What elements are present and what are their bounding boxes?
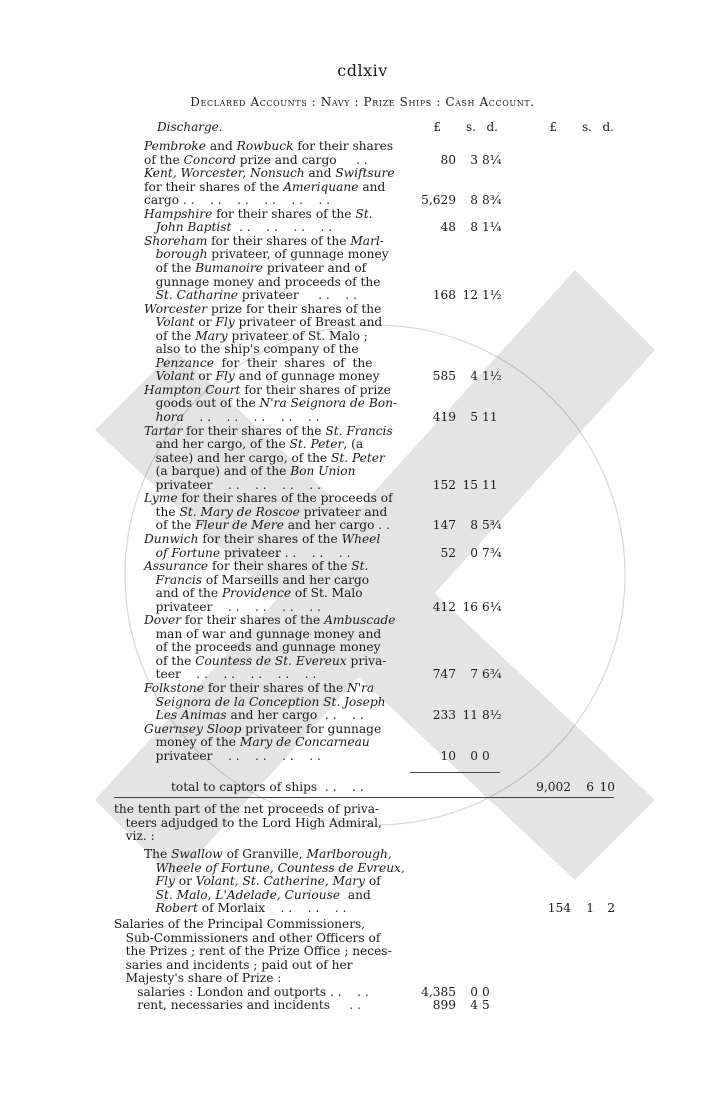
ledger-text: of the Bumanoire privateer and of [144, 261, 367, 275]
amount-pounds: 80 [440, 153, 456, 167]
ledger-text: privateer . . . . . . . . [144, 600, 321, 614]
amount-pounds: 747 [432, 667, 456, 681]
ledger-text: Robert of Morlaix . . . . . . [155, 901, 347, 915]
ledger-text: Seignora de la Conception St. Joseph [155, 695, 386, 709]
ledger-text: Lyme for their shares of the proceeds of [144, 491, 393, 505]
ledger-text: The Swallow of Granville, Marlborough, [144, 847, 392, 861]
amount-pence: 11 [482, 478, 498, 492]
ledger-text: borough privateer, of gunnage money [155, 247, 389, 261]
amount-pounds: 52 [440, 546, 456, 560]
amount-shillings-total: 6 [586, 780, 594, 794]
amount-pounds: 585 [432, 369, 456, 383]
ledger-text: Volant or Fly privateer of Breast and [155, 315, 383, 329]
amount-pence: 0 [482, 985, 490, 999]
ledger-text: teers adjudged to the Lord High Admiral, [114, 816, 382, 830]
amount-pounds-total: 9,002 [536, 780, 571, 794]
ledger-text: of the Countess de St. Evereux priva- [144, 654, 387, 668]
amount-shillings: 7 [470, 667, 478, 681]
ledger-text: viz. : [114, 829, 155, 843]
amount-shillings: 4 [470, 998, 478, 1012]
ledger-text: of the Fleur de Mere and her cargo . . [144, 518, 390, 532]
ledger-text: of the Mary privateer of St. Malo ; [144, 329, 368, 343]
amount-pence: 8½ [482, 708, 502, 722]
ledger-text: goods out of the N'ra Seignora de Bon- [144, 396, 398, 410]
amount-pounds-total: 154 [547, 901, 571, 915]
ledger-text: and her cargo, of the St. Peter, (a [144, 437, 364, 451]
ledger-text: total to captors of ships . . . . [171, 780, 364, 794]
ledger-text: Tartar for their shares of the St. Francis [144, 424, 393, 438]
amount-pence: 0 [482, 749, 490, 763]
amount-pence: 7¾ [482, 546, 502, 560]
col-pence-2: d. [602, 120, 614, 134]
column-header-row [0, 119, 725, 135]
amount-shillings: 3 [470, 153, 478, 167]
amount-pence-total: 10 [599, 780, 615, 794]
running-head: Declared Accounts : Navy : Prize Ships : Cash Account. [190, 95, 535, 109]
amount-pence: 6¼ [482, 600, 502, 614]
ledger-text: also to the ship's company of the [144, 342, 359, 356]
ledger-text: Hampton Court for their shares of prize [144, 383, 391, 397]
ledger-text: Worcester prize for their shares of the [144, 302, 382, 316]
ledger-text: cargo . . . . . . . . . . . . [144, 193, 331, 207]
total-captors-row [0, 779, 725, 795]
amount-shillings: 4 [470, 369, 478, 383]
ledger-text: Majesty's share of Prize : [114, 971, 282, 985]
ledger-text: Les Animas and her cargo . . . . [155, 708, 364, 722]
col-shillings-2: s. [582, 120, 592, 134]
amount-pence: 5 [482, 998, 490, 1012]
amount-pence-total: 2 [607, 901, 615, 915]
section-divider [114, 797, 614, 798]
col-pounds-1: £ [433, 120, 441, 134]
ledger-text: money of the Mary de Concarneau [144, 735, 370, 749]
ledger-text: (a barque) and of the Bon Union [144, 464, 356, 478]
subtotal-rule [410, 772, 500, 773]
ledger-text: of Fortune privateer . . . . . . [155, 546, 351, 560]
amount-pounds: 168 [432, 288, 456, 302]
ledger-text: Shoreham for their shares of the Marl- [144, 234, 384, 248]
amount-pence: 1¼ [482, 220, 502, 234]
amount-pence: 11 [482, 410, 498, 424]
amount-pounds: 899 [432, 998, 456, 1012]
ledger-text: Volant or Fly and of gunnage money [155, 369, 380, 383]
amount-shillings: 0 [470, 985, 478, 999]
ledger-text: gunnage money and proceeds of the [144, 275, 381, 289]
amount-pounds: 152 [432, 478, 456, 492]
amount-shillings: 15 [462, 478, 478, 492]
amount-pence: 1½ [482, 288, 502, 302]
ledger-text: privateer . . . . . . . . [144, 749, 321, 763]
amount-pounds: 147 [432, 518, 456, 532]
ledger-text: Francis of Marseills and her cargo [155, 573, 370, 587]
amount-pence: 1½ [482, 369, 502, 383]
ledger-text: Dover for their shares of the Ambuscade [144, 613, 396, 627]
amount-pounds: 48 [440, 220, 456, 234]
ledger-text: Dunwich for their shares of the Wheel [144, 532, 381, 546]
ledger-text: John Baptist . . . . . . . . [155, 220, 333, 234]
ledger-text: Sub-Commissioners and other Officers of [114, 931, 381, 945]
amount-pence: 8¼ [482, 153, 502, 167]
ledger-text: satee) and her cargo, of the St. Peter [144, 451, 385, 465]
ledger-text: and of the Providence of St. Malo [144, 586, 363, 600]
amount-pounds: 412 [432, 600, 456, 614]
col-pence-1: d. [486, 120, 498, 134]
ledger-text: of the Concord prize and cargo . . [144, 153, 368, 167]
amount-shillings: 8 [470, 220, 478, 234]
amount-shillings: 12 [462, 288, 478, 302]
amount-shillings: 0 [470, 749, 478, 763]
section-label: Discharge. [157, 120, 223, 134]
tenth-ship-row [0, 900, 725, 916]
ledger-text: Salaries of the Principal Commissioners, [114, 917, 366, 931]
ledger-text: teer . . . . . . . . . . [144, 667, 317, 681]
col-shillings-1: s. [466, 120, 476, 134]
amount-pounds: 419 [432, 410, 456, 424]
ledger-text: Kent, Worcester, Nonsuch and Swiftsure [144, 166, 395, 180]
ledger-text: Guernsey Sloop privateer for gunnage [144, 722, 382, 736]
ledger-text: man of war and gunnage money and [144, 627, 382, 641]
ledger-text: Assurance for their shares of the St. [144, 559, 369, 573]
amount-shillings: 16 [462, 600, 478, 614]
amount-shillings: 5 [470, 410, 478, 424]
ledger-text: the Prizes ; rent of the Prize Office ; neces- [114, 944, 392, 958]
amount-shillings: 0 [470, 546, 478, 560]
ledger-text: privateer . . . . . . . . [144, 478, 321, 492]
tenth-part-row [0, 828, 725, 844]
ledger-text: of the proceeds and gunnage money [144, 640, 381, 654]
amount-pounds: 10 [440, 749, 456, 763]
ledger-text: saries and incidents ; paid out of her [114, 958, 353, 972]
amount-pounds: 4,385 [421, 985, 456, 999]
ledger-text: the tenth part of the net proceeds of priva- [114, 802, 380, 816]
amount-pounds: 5,629 [421, 193, 456, 207]
amount-shillings: 8 [470, 518, 478, 532]
col-pounds-2: £ [549, 120, 557, 134]
page-number: cdlxiv [337, 61, 388, 80]
ledger-text: Hampshire for their shares of the St. [144, 207, 373, 221]
ledger-text: salaries : London and outports . . . . [114, 985, 369, 999]
ledger-text: Fly or Volant, St. Catherine, Mary of [155, 874, 381, 888]
ledger-text: for their shares of the Ameriquane and [144, 180, 386, 194]
amount-pence: 8¾ [482, 193, 502, 207]
amount-shillings: 8 [470, 193, 478, 207]
ledger-text: Folkstone for their shares of the N'ra [144, 681, 375, 695]
amount-shillings: 11 [462, 708, 478, 722]
ledger-text: St. Catharine privateer . . . . [155, 288, 357, 302]
amount-pence: 5¾ [482, 518, 502, 532]
ledger-text: St. Malo, L'Adelade, Curiouse and [155, 888, 371, 902]
ledger-text: rent, necessaries and incidents . . [114, 998, 361, 1012]
amount-pounds: 233 [432, 708, 456, 722]
salaries-row [0, 997, 725, 1013]
ledger-text: Pembroke and Rowbuck for their shares [144, 139, 394, 153]
discharge-row [0, 748, 725, 764]
amount-pence: 6¾ [482, 667, 502, 681]
ledger-text: the St. Mary de Roscoe privateer and [144, 505, 388, 519]
ledger-text: Penzance for their shares of the [155, 356, 373, 370]
ledger-text: hora . . . . . . . . . . [155, 410, 320, 424]
amount-shillings-total: 1 [586, 901, 594, 915]
ledger-text: Wheele of Fortune, Countess de Evreux, [155, 861, 405, 875]
